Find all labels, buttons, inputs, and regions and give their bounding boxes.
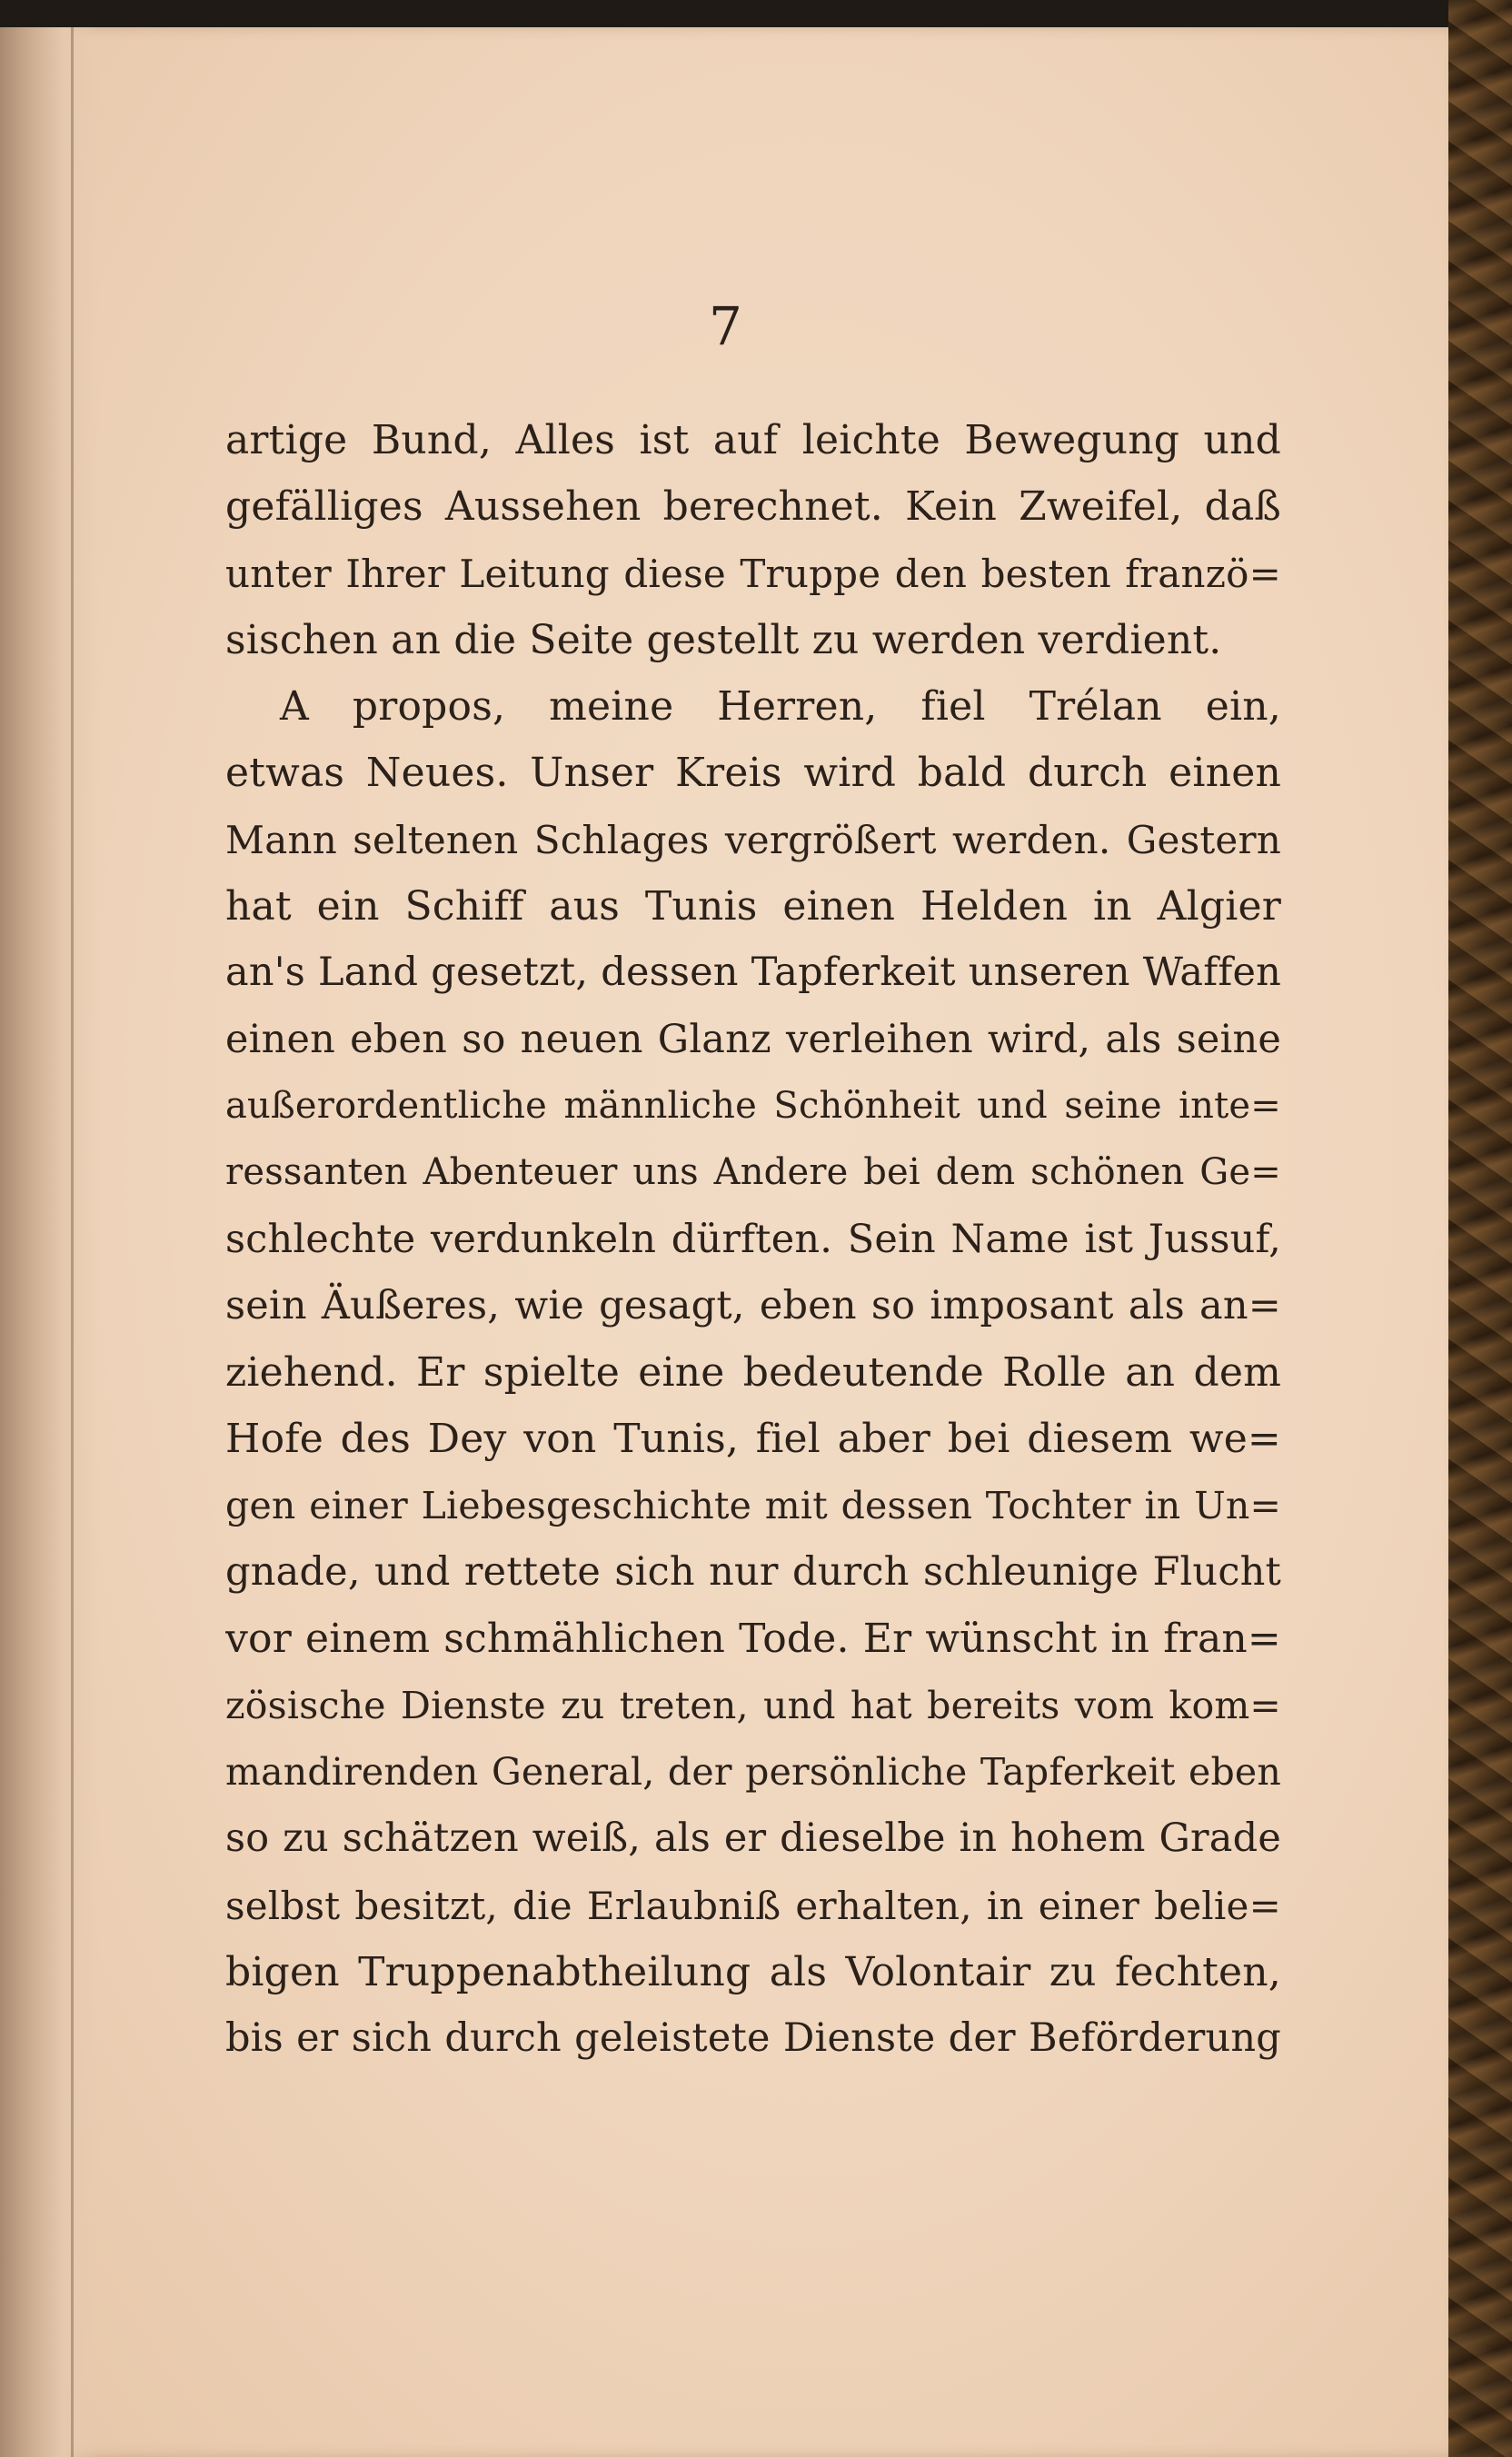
text-line: sischen an die Seite gestellt zu werden verdient. bbox=[225, 616, 1222, 663]
text-line: schlechte verdunkeln dürften. Sein Name ist Jussuf, bbox=[225, 1216, 1281, 1262]
text-line: zösische Dienste zu treten, und hat bereits vom kom= bbox=[225, 1683, 1281, 1727]
text-line: außerordentliche männliche Schönheit und seine inte= bbox=[225, 1084, 1281, 1127]
text-line: Mann seltenen Schlages vergrößert werden. Gestern bbox=[225, 817, 1281, 862]
marbled-cover-edge bbox=[1448, 0, 1512, 2457]
text-line: so zu schätzen weiß, als er dieselbe in hohem Grade bbox=[225, 1815, 1281, 1862]
text-line: an's Land gesetzt, dessen Tapferkeit unseren Waffen bbox=[225, 950, 1281, 996]
top-edge-shadow bbox=[0, 0, 1463, 31]
text-line: Hofe des Dey von Tunis, fiel aber bei diesem we= bbox=[225, 1416, 1281, 1463]
text-line: einen eben so neuen Glanz verleihen wird, als seine bbox=[225, 1016, 1281, 1062]
text-line: selbst besitzt, die Erlaubniß erhalten, in einer belie= bbox=[225, 1883, 1281, 1928]
text-line: unter Ihrer Leitung diese Truppe den besten franzö= bbox=[225, 551, 1281, 596]
text-line: vor einem schmählichen Tode. Er wünscht in fran= bbox=[225, 1616, 1281, 1663]
text-line: hat ein Schiff aus Tunis einen Helden in Algier bbox=[225, 883, 1281, 930]
text-line: sein Äußeres, wie gesagt, eben so imposant als an= bbox=[225, 1282, 1281, 1328]
text-line: mandirenden General, der persönliche Tapferkeit eben bbox=[225, 1749, 1281, 1794]
spine-gutter bbox=[0, 27, 100, 2457]
text-line: A propos, meine Herren, fiel Trélan ein, bbox=[280, 683, 1281, 731]
text-line: gnade, und rettete sich nur durch schleunige Flucht bbox=[225, 1549, 1281, 1596]
text-line: etwas Neues. Unser Kreis wird bald durch einen bbox=[225, 750, 1281, 797]
text-line: gen einer Liebesgeschichte mit dessen Tochter in Un= bbox=[225, 1483, 1281, 1527]
spine-fold-line bbox=[71, 27, 74, 2457]
text-line: artige Bund, Alles ist auf leichte Bewegung und bbox=[225, 417, 1281, 463]
text-line: bis er sich durch geleistete Dienste der Beförderung bbox=[225, 2015, 1281, 2062]
text-line: ziehend. Er spielte eine bedeutende Rolle an dem bbox=[225, 1349, 1281, 1397]
page-number: 7 bbox=[709, 295, 742, 357]
text-line: bigen Truppenabtheilung als Volontair zu fechten, bbox=[225, 1948, 1281, 1995]
text-line: ressanten Abenteuer uns Andere bei dem schönen Ge= bbox=[225, 1151, 1281, 1194]
text-line: gefälliges Aussehen berechnet. Kein Zweifel, daß bbox=[225, 483, 1281, 531]
body-text bbox=[225, 407, 1281, 2072]
